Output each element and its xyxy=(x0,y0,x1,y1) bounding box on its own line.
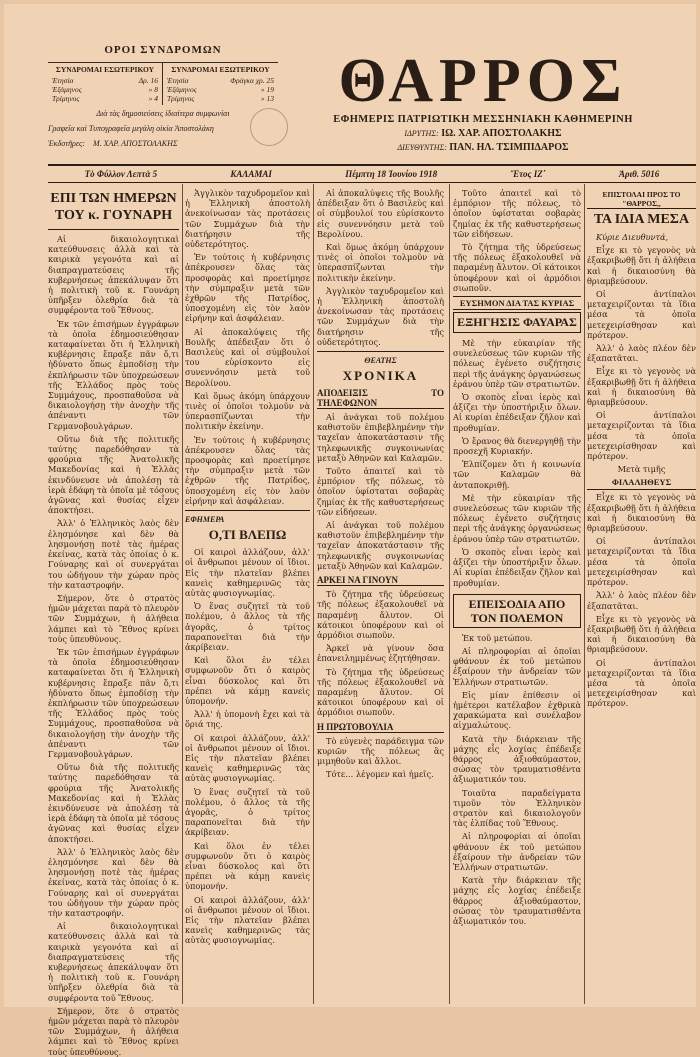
paragraph: Καὶ ὅμως ἀκόμη ὑπάρχουν τινὲς οἱ ὁποῖοι τολμοῦν νὰ ὑπερασπίζωνται τὴν πολιτικὴν ἐκείνην. xyxy=(317,242,444,283)
paragraph: Οἱ ἀντίπαλοι μεταχειρίζονται τὰ ἴδια μέσα τὰ ὁποῖα μετεχειρίσθησαν καὶ πρότερον. xyxy=(587,657,696,709)
issue-number: Ἀριθ. 5016 xyxy=(619,169,660,179)
newspaper-page xyxy=(4,4,696,1057)
paragraph: Εἶχε κι τὸ γεγονὸς νὰ ἐξακριβωθῇ ὅτι ἡ ἀλήθεια καὶ ἡ δικαιοσύνη θὰ θριαμβεύσουν. xyxy=(587,492,696,534)
paragraph: Εἶχε κι τὸ γεγονὸς νὰ ἐξακριβωθῇ ὅτι ἡ ἀλήθεια καὶ ἡ δικαιοσύνη θὰ θριαμβεύσουν. xyxy=(587,613,696,655)
paragraph: Ἀλλ' ὁ Ἑλληνικὸς λαὸς δὲν ἐλησμόνησε καὶ δὲν θὰ λησμονήσῃ ποτὲ τὰς ἡμέρας ἐκείνας, κατὰ τὰς ὁποίας ὁ κ. Γούναρης καὶ οἱ συνεργάται του ὡδήγουν τὴν χώραν πρὸς τὴν καταστροφήν. xyxy=(48,518,179,590)
issue-price: Τὸ Φύλλον Λεπτὰ 5 xyxy=(84,169,158,179)
subheading: ΑΠΟΔΕΙΞΙΣ ΤΟ ΤΗΛΕΦΩΝΟΝ xyxy=(317,388,444,409)
column-3 xyxy=(317,188,444,998)
paragraph: Σήμερον, ὅτε ὁ στρατὸς ἡμῶν μάχεται παρὰ τὸ πλευρὸν τῶν Συμμάχων, ἡ ἀλήθεια λάμπει καὶ τὸ Ἔθνος κρίνει τοὺς ὑπευθύνους. xyxy=(48,592,179,644)
offices-note: Γραφεῖα καὶ Τυπογραφεῖα μεγάλη οἰκία Ἀποστολάκη xyxy=(48,124,214,133)
section-headline: ΧΡΟΝΙΚΑ xyxy=(342,368,419,384)
paragraph: Ἀλλ' ἡ ὑπομονὴ ἔχει καὶ τὰ ὅριά της. xyxy=(185,709,310,730)
publisher-line xyxy=(48,139,278,148)
paragraph: Ἀλλ' ὁ Ἑλληνικὸς λαὸς δὲν ἐλησμόνησε καὶ δὲν θὰ λησμονήσῃ ποτὲ τὰς ἡμέρας ἐκείνας, κατὰ τὰς ὁποίας ὁ κ. Γούναρης καὶ οἱ συνεργάται του ὡδήγουν τὴν χώραν πρὸς τὴν καταστροφήν. xyxy=(48,846,179,918)
founder-line xyxy=(300,128,666,139)
domestic-subscriptions xyxy=(48,63,163,105)
subscription-terms xyxy=(48,44,278,148)
founder-name: ΙΩ. ΧΑΡ. ΑΠΟΣΤΟΛΑΚΗΣ xyxy=(441,128,562,139)
signature: ΦΙΛΑΛΗΘΕΥΣ xyxy=(587,477,696,490)
column-rule xyxy=(182,184,183,1004)
article-headline: ΕΠΙ ΤΩΝ ΗΜΕΡΩΝ ΤΟΥ κ. ΓΟΥΝΑΡΗ xyxy=(50,191,177,223)
paragraph: Κατὰ τὴν διάρκειαν τῆς μάχης εἷς λοχίας ἐπέδειξε θάρρος ἀξιοθαύμαστον, σώσας τὸν τραυματισθέντα ἀξιωματικόν του. xyxy=(453,733,581,785)
column-label: ΘΕΑΤΗΣ xyxy=(364,356,397,366)
paragraph: Αἱ ἀποκαλύψεις τῆς Βουλῆς ἀπέδειξαν ὅτι ὁ Βασιλεὺς καὶ οἱ σύμβουλοί του εὑρίσκοντο εἰς συνεννόησιν μετὰ τοῦ Βερολίνου. xyxy=(185,326,310,388)
paragraph: Ὁ ἕνας συζητεῖ τὰ τοῦ πολέμου, ὁ ἄλλος τὰ τῆς ἀγορᾶς, ὁ τρίτος παραπονεῖται διὰ τὴν ἀκρίβειαν. xyxy=(185,786,310,838)
price-value: » 8 xyxy=(148,85,158,94)
paragraph: Ὁ ἕνας συζητεῖ τὰ τοῦ πολέμου, ὁ ἄλλος τὰ τῆς ἀγορᾶς, ὁ τρίτος παραπονεῖται διὰ τὴν ἀκρίβειαν. xyxy=(185,601,310,652)
issue-date: Πέμπτη 18 Ἰουνίου 1918 xyxy=(345,169,438,179)
paragraph: Οἱ ἀντίπαλοι μεταχειρίζονται τὰ ἴδια μέσα τὰ ὁποῖα μετεχειρίσθησαν καὶ πρότερον. xyxy=(587,536,696,588)
paragraph: Αἱ δικαιολογητικαὶ κατεύθυνσεις ἀλλὰ καὶ τὰ καιρικὰ γεγονότα καὶ αἱ διαπραγματεύσεις τῆς κυβερνήσεως ἀπεκάλυψαν ὅτι ἡ πολιτικὴ τοῦ κ. Γουνάρη ὑπῆρξεν ὀλεθρία διὰ τὰ συμφέροντα τοῦ Ἔθνους. xyxy=(48,234,179,316)
price-row xyxy=(167,94,274,103)
paragraph: Ἀλλ' ὁ λαὸς πλέον δὲν ἐξαπατᾶται. xyxy=(587,590,696,611)
director-name: ΠΑΝ. ΗΛ. ΤΣΙΜΠΙΔΑΡΟΣ xyxy=(449,142,569,153)
paragraph: Τοῦτο ἀπαιτεῖ καὶ τὸ ἐμπόριον τῆς πόλεως, τὸ ὁποῖον ὑφίσταται σοβαρὰς ζημίας ἐκ τῆς καθυστερήσεως τῶν εἰδήσεων. xyxy=(317,466,444,517)
director-line xyxy=(300,142,666,153)
price-row xyxy=(52,94,158,103)
foreign-subscriptions xyxy=(163,63,278,105)
paragraph: Οἱ καιροὶ ἀλλάζουν, ἀλλ' οἱ ἄνθρωποι μένουν οἱ ἴδιοι. Εἰς τὴν πλατεῖαν βλέπει κανεὶς καθημερινῶς τὰς αὐτὰς φυσιογνωμίας. xyxy=(185,732,310,784)
paragraph: Ἀλλ' ὁ λαὸς πλέον δὲν ἐξαπατᾶται. xyxy=(587,343,696,364)
paragraph: Ἐκ τοῦ μετώπου. xyxy=(462,632,533,643)
paragraph: Ὁ σκοπὸς εἶναι ἱερὸς καὶ ἀξίζει τὴν ὑποστήριξιν ὅλων. Αἱ κυρίαι ἐπέδειξαν ζῆλον καὶ προθυμίαν. xyxy=(453,546,581,588)
paragraph: Τὸ ζήτημα τῆς ὑδρεύσεως τῆς πόλεως ἐξακολουθεῖ νὰ παραμένῃ ἄλυτον. Οἱ κάτοικοι ὑποφέρουν καὶ οἱ ἁρμόδιοι σιωποῦν. xyxy=(317,589,444,640)
foreign-heading: ΣΥΝΔΡΟΜΑΙ ΕΞΩΤΕΡΙΚΟΥ xyxy=(171,65,270,74)
paragraph: Τοῦτο ἀπαιτεῖ καὶ τὸ ἐμπόριον τῆς πόλεως, τὸ ὁποῖον ὑφίσταται σοβαρὰς ζημίας ἐκ τῆς καθυστερήσεως τῶν εἰδήσεων. xyxy=(453,188,581,239)
paragraph: Ἐκ τῶν ἐπισήμων ἐγγράφων τὰ ὁποῖα ἐδημοσιεύθησαν καταφαίνεται ὅτι ἡ Ἑλληνικὴ κυβέρνησις ἔπραξε πᾶν ὅ,τι ἠδύνατο ὅπως ἐμποδίσῃ τὴν ἐκπλήρωσιν τῶν ὑποχρεώσεων τῆς Ἑλλάδος πρὸς τοὺς Συμμάχους, προσπαθοῦσα νὰ δικαιολογήσῃ τὴν ἀνοχὴν τῆς ἀπέναντι τῶν Γερμανοβουλγάρων. xyxy=(48,646,179,759)
article-headline: ΤΑ ΙΔΙΑ ΜΕΣΑ xyxy=(593,212,690,227)
paragraph: Μετὰ τιμῆς xyxy=(617,464,666,475)
paragraph: Οἱ καιροὶ ἀλλάζουν, ἀλλ' οἱ ἄνθρωποι μένουν οἱ ἴδιοι. Εἰς τὴν πλατεῖαν βλέπει κανεὶς καθημερινῶς τὰς αὐτὰς φυσιογνωμίας. xyxy=(185,547,310,598)
paragraph: Ἐλπίζομεν ὅτι ἡ κοινωνία τῶν Καλαμῶν θὰ ἀνταποκριθῇ. xyxy=(453,459,581,490)
price-label: Τρίμηνος xyxy=(52,94,80,103)
column-rule xyxy=(584,184,585,1004)
paragraph: Ἐν τούτοις ἡ κυβέρνησις ἀπέκρουσεν ὅλας τὰς προσφορὰς καὶ προετίμησε τὴν σύμπραξιν μετὰ τῶν ἐχθρῶν τῆς Πατρίδος, ὑποσχομένη εἰς τὸν λαὸν εἰρήνην καὶ ἀσφάλειαν. xyxy=(185,434,310,506)
price-row xyxy=(52,85,158,94)
price-value: Φράγκα χρ. 25 xyxy=(230,76,274,85)
publisher-name: Μ. ΧΑΡ. ΑΠΟΣΤΟΛΑΚΗΣ xyxy=(92,139,178,148)
founder-label: ΙΔΡΥΤΗΣ: xyxy=(404,129,439,138)
paragraph: Ἀγγλικὸν ταχυδρομεῖον καὶ ἡ Ἑλληνικὴ ἀποστολὴ ἀνεκοίνωσαν τὰς προτάσεις τῶν Συμμάχων διὰ τὴν διατήρησιν τῆς οὐδετερότητος. xyxy=(185,188,310,250)
article-headline: ΕΞΗΓΗΣΙΣ ΦΑΥΑΡΑΣ xyxy=(457,315,577,330)
paragraph: Οἱ ἀντίπαλοι μεταχειρίζονται τὰ ἴδια μέσα τὰ ὁποῖα μετεχειρίσθησαν καὶ πρότερον. xyxy=(587,410,696,462)
paragraph: Οὕτω διὰ τῆς πολιτικῆς ταύτης παρεδόθησαν τὰ φρούρια τῆς Ἀνατολικῆς Μακεδονίας καὶ ἡ Ἑλλὰς ἐκινδύνευσε νὰ ἀπολέσῃ τὰ ἱερὰ ἐδάφη τὰ ὁποῖα μὲ τόσους ἀγῶνας καὶ θυσίας εἶχεν ἀποκτήσει. xyxy=(48,433,179,516)
price-row xyxy=(52,76,158,85)
domestic-heading: ΣΥΝΔΡΟΜΑΙ ΕΣΩΤΕΡΙΚΟΥ xyxy=(55,65,155,74)
paragraph: Εἶχε κι τὸ γεγονὸς νὰ ἐξακριβωθῇ ὅτι ἡ ἀλήθεια καὶ ἡ δικαιοσύνη θὰ θριαμβεύσουν. xyxy=(587,366,696,408)
paragraph: Εἰς μίαν ἐπίθεσιν οἱ ἡμέτεροι κατέλαβον ἐχθρικὰ χαρακώματα καὶ συνέλαβον αἰχμαλώτους. xyxy=(453,689,581,731)
price-row xyxy=(167,85,274,94)
paragraph: Αἱ ἀνάγκαι τοῦ πολέμου καθιστοῦν ἐπιβεβλημένην τὴν ταχεῖαν ἀποκατάστασιν τῆς τηλεφωνικῆς συγκοινωνίας μεταξὺ Ἀθηνῶν καὶ Καλαμῶν. xyxy=(317,520,444,571)
column-rule xyxy=(449,184,450,1004)
column-2 xyxy=(185,188,310,998)
price-value: Δρ. 16 xyxy=(138,76,158,85)
paragraph: Αἱ ἀποκαλύψεις τῆς Βουλῆς ἀπέδειξαν ὅτι ὁ Βασιλεὺς καὶ οἱ σύμβουλοί του εὑρίσκοντο εἰς συνεννόησιν μετὰ τοῦ Βερολίνου. xyxy=(317,188,444,239)
paragraph: Ἀγγλικὸν ταχυδρομεῖον καὶ ἡ Ἑλληνικὴ ἀποστολὴ ἀνεκοίνωσαν τὰς προτάσεις τῶν Συμμάχων διὰ τὴν διατήρησιν τῆς οὐδετερότητος. xyxy=(317,285,444,347)
divider xyxy=(185,510,310,511)
subscription-title: ΟΡΟΙ ΣΥΝΔΡΟΜΩΝ xyxy=(104,44,222,56)
paragraph: Ὁ ἔρανος θὰ διενεργηθῇ τὴν προσεχῆ Κυριακήν. xyxy=(453,435,581,457)
price-label: Ἐτησία xyxy=(167,76,189,85)
article-headline: Ο,ΤΙ ΒΛΕΠΩ xyxy=(208,527,287,543)
paragraph: Σήμερον, ὅτε ὁ στρατὸς ἡμῶν μάχεται παρὰ τὸ πλευρὸν τῶν Συμμάχων, ἡ ἀλήθεια λάμπει καὶ τὸ Ἔθνος κρίνει τοὺς ὑπευθύνους. xyxy=(48,1005,179,1057)
price-label: Ἐτησία xyxy=(52,76,74,85)
paragraph: Οἱ καιροὶ ἀλλάζουν, ἀλλ' οἱ ἄνθρωποι μένουν οἱ ἴδιοι. Εἰς τὴν πλατεῖαν βλέπει κανεὶς καθημερινῶς τὰς αὐτὰς φυσιογνωμίας. xyxy=(185,894,310,946)
newspaper-subtitle: ΕΦΗΜΕΡΙΣ ΠΑΤΡΙΩΤΙΚΗ ΜΕΣΣΗΝΙΑΚΗ ΚΑΘΗΜΕΡΙΝΗ xyxy=(333,114,633,125)
issue-year: Ἔτος ΙΖ΄ xyxy=(510,169,546,179)
subheading: Η ΠΡΩΤΟΒΟΥΛΙΑ xyxy=(317,722,444,733)
column-4 xyxy=(453,188,581,998)
paragraph: Τὸ ζήτημα τῆς ὑδρεύσεως τῆς πόλεως ἐξακολουθεῖ νὰ παραμένῃ ἄλυτον. Οἱ κάτοικοι ὑποφέρουν καὶ οἱ ἁρμόδιοι σιωποῦν. xyxy=(317,666,444,718)
headline-box xyxy=(453,594,581,628)
subheading: ΕΥΣΗΜΟΝ ΔΙΑ ΤΑΣ ΚΥΡΙΑΣ xyxy=(453,296,581,310)
subheading: ΑΡΚΕΙ ΝΑ ΓΙΝΟΥΝ xyxy=(317,575,444,586)
paragraph: Οἱ ἀντίπαλοι μεταχειρίζονται τὰ ἴδια μέσα τὰ ὁποῖα μετεχειρίσθησαν καὶ πρότερον. xyxy=(587,289,696,340)
paragraph: Αἱ πληροφορίαι αἱ ὁποῖαι φθάνουν ἐκ τοῦ μετώπου ἐξαίρουν τὴν ἀνδρείαν τῶν Ἑλλήνων στρατιωτῶν. xyxy=(453,645,581,687)
library-stamp xyxy=(250,108,288,146)
price-value: » 19 xyxy=(260,85,274,94)
price-label: Ἑξάμηνος xyxy=(167,85,197,94)
paragraph: Καὶ ὅμως ἀκόμη ὑπάρχουν τινὲς οἱ ὁποῖοι τολμοῦν νὰ ὑπερασπίζωνται τὴν πολιτικὴν ἐκείνην. xyxy=(185,390,310,432)
headline-box xyxy=(453,312,581,333)
column-5 xyxy=(587,188,696,998)
column-label: ΕΦΗΜΕΡΑ xyxy=(185,515,225,525)
paragraph: Αἱ ἀνάγκαι τοῦ πολέμου καθιστοῦν ἐπιβεβλημένην τὴν ταχεῖαν ἀποκατάστασιν τῆς τηλεφωνικῆς συγκοινωνίας μεταξὺ Ἀθηνῶν καὶ Καλαμῶν. xyxy=(317,412,444,463)
divider xyxy=(48,229,179,230)
paragraph: Ἐκ τῶν ἐπισήμων ἐγγράφων τὰ ὁποῖα ἐδημοσιεύθησαν καταφαίνεται ὅτι ἡ Ἑλληνικὴ κυβέρνησις ἔπραξε πᾶν ὅ,τι ἠδύνατο ὅπως ἐμποδίσῃ τὴν ἐκπλήρωσιν τῶν ὑποχρεώσεων τῆς Ἑλλάδος πρὸς τοὺς Συμμάχους, προσπαθοῦσα νὰ δικαιολογήσῃ τὴν ἀνοχὴν τῆς ἀπέναντι τῶν Γερμανοβουλγάρων. xyxy=(48,318,179,431)
paragraph: Τὸ εὐγενὲς παράδειγμα τῶν κυριῶν τῆς πόλεως ἂς μιμηθοῦν καὶ ἄλλοι. xyxy=(317,735,444,766)
article-headline: ΕΠΕΙΣΟΔΙΑ ΑΠΟ ΤΟΝ ΠΟΛΕΜΟΝ xyxy=(468,596,566,625)
paragraph: Καὶ ὅλοι ἐν τέλει συμφωνοῦν ὅτι ὁ καιρὸς εἶναι δύσκολος καὶ ὅτι πρέπει νὰ κάμῃ κανεὶς ὑπομονήν. xyxy=(185,840,310,892)
paragraph: Τὸ ζήτημα τῆς ὑδρεύσεως τῆς πόλεως ἐξακολουθεῖ νὰ παραμένῃ ἄλυτον. Οἱ κάτοικοι ὑποφέρουν καὶ οἱ ἁρμόδιοι σιωποῦν. xyxy=(453,242,581,293)
paragraph: Ἐν τούτοις ἡ κυβέρνησις ἀπέκρουσεν ὅλας τὰς προσφορὰς καὶ προετίμησε τὴν σύμπραξιν μετὰ τῶν ἐχθρῶν τῆς Πατρίδος, ὑποσχομένη εἰς τὸν λαὸν εἰρήνην καὶ ἀσφάλειαν. xyxy=(185,252,310,324)
price-value: » 4 xyxy=(148,94,158,103)
paragraph: Ὁ σκοπὸς εἶναι ἱερὸς καὶ ἀξίζει τὴν ὑποστήριξιν ὅλων. Αἱ κυρίαι ἐπέδειξαν ζῆλον καὶ προθυμίαν. xyxy=(453,392,581,433)
divider xyxy=(317,351,444,352)
masthead xyxy=(300,47,666,153)
column-rule xyxy=(313,184,314,1004)
director-label: ΔΙΕΥΘΥΝΤΗΣ: xyxy=(397,143,447,152)
price-label: Τρίμηνος xyxy=(167,94,195,103)
subheading: ΕΠΙΣΤΟΛΑΙ ΠΡΟΣ ΤΟ "ΘΑΡΡΟΣ,, xyxy=(587,190,696,209)
paragraph: Αἱ πληροφορίαι αἱ ὁποῖαι φθάνουν ἐκ τοῦ μετώπου ἐξαίρουν τὴν ἀνδρείαν τῶν Ἑλλήνων στρατιωτῶν. xyxy=(453,831,581,872)
paragraph: Κύριε Διευθυντά, xyxy=(596,232,669,242)
paragraph: Τοιαῦτα παραδείγματα τιμοῦν τὸν Ἑλληνικὸν στρατὸν καὶ δικαιολογοῦν τὰς ἐλπίδας τοῦ Ἔθνους. xyxy=(453,787,581,829)
paragraph: Καὶ ὅλοι ἐν τέλει συμφωνοῦν ὅτι ὁ καιρὸς εἶναι δύσκολος καὶ ὅτι πρέπει νὰ κάμῃ κανεὶς ὑπομονήν. xyxy=(185,655,310,706)
paragraph: Εἶχε κι τὸ γεγονὸς νὰ ἐξακριβωθῇ ὅτι ἡ ἀλήθεια καὶ ἡ δικαιοσύνη θὰ θριαμβεύσουν. xyxy=(587,245,696,286)
place: ΚΑΛΑΜΑΙ xyxy=(230,169,272,179)
paragraph: Αἱ δικαιολογητικαὶ κατεύθυνσεις ἀλλὰ καὶ τὰ καιρικὰ γεγονότα καὶ αἱ διαπραγματεύσεις τῆς κυβερνήσεως ἀπεκάλυψαν ὅτι ἡ πολιτικὴ τοῦ κ. Γουνάρη ὑπῆρξεν ὀλεθρία διὰ τὰ συμφέροντα τοῦ Ἔθνους. xyxy=(48,921,179,1003)
paragraph: Μὲ τὴν εὐκαιρίαν τῆς συνελεύσεως τῶν κυριῶν τῆς πόλεως ἐγένετο συζήτησις περὶ τῆς ἀνάγκης ὀργανώσεως ἐράνου ὑπὲρ τῶν στρατιωτῶν. xyxy=(453,492,581,544)
price-row xyxy=(167,76,274,85)
paragraph: Οὕτω διὰ τῆς πολιτικῆς ταύτης παρεδόθησαν τὰ φρούρια τῆς Ἀνατολικῆς Μακεδονίας καὶ ἡ Ἑλλὰς ἐκινδύνευσε νὰ ἀπολέσῃ τὰ ἱερὰ ἐδάφη τὰ ὁποῖα μὲ τόσους ἀγῶνας καὶ θυσίας εἶχεν ἀποκτήσει. xyxy=(48,762,179,844)
column-1 xyxy=(48,188,179,1057)
newspaper-title: ΘΑΡΡΟΣ xyxy=(338,47,628,115)
paragraph: Μὲ τὴν εὐκαιρίαν τῆς συνελεύσεως τῶν κυριῶν τῆς πόλεως ἐγένετο συζήτησις περὶ τῆς ἀνάγκης ὀργανώσεως ἐράνου ὑπὲρ τῶν στρατιωτῶν. xyxy=(453,338,581,389)
price-value: » 13 xyxy=(260,94,274,103)
price-label: Ἑξάμηνος xyxy=(52,85,82,94)
advertising-note: Διὰ τὰς δημοσιεύσεις ἰδιαίτερα συμφωνίαι xyxy=(96,109,230,118)
dateline xyxy=(48,164,696,183)
paragraph: Κατὰ τὴν διάρκειαν τῆς μάχης εἷς λοχίας ἐπέδειξε θάρρος ἀξιοθαύμαστον, σώσας τὸν τραυματισθέντα ἀξιωματικόν του. xyxy=(453,875,581,926)
paragraph: Ἀρκεῖ νὰ γίνουν ὅσα ἐπανειλημμένως ἐζητήθησαν. xyxy=(317,643,444,664)
publisher-label: Ἐκδοτῆρες: xyxy=(48,139,85,148)
paragraph: Τότε… λέγομεν καὶ ἡμεῖς. xyxy=(326,769,434,780)
